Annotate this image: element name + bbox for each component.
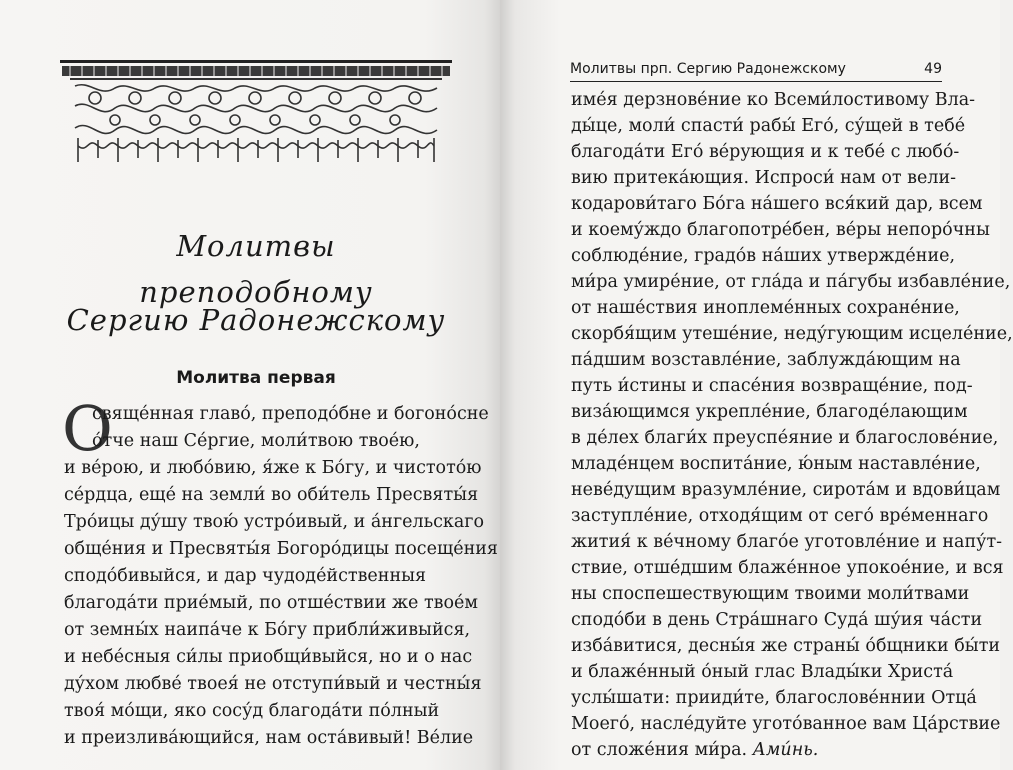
text-line: ды́це, моли́ спасти́ рабы́ Его́, су́щей в тебе́ — [571, 116, 966, 136]
text-line: ми́ра умире́ние, от гла́да и па́губы избавле́ние, — [571, 272, 1011, 292]
text-line: и блаже́нный о́ный глас Влады́ки Христа́ — [571, 662, 954, 682]
text-line: и преизлива́ющийся, нам оста́вивый! Ве́лие — [64, 728, 474, 748]
prayer-title-line-3: Сергию Радонежскому — [66, 303, 446, 337]
text-line: виза́ющимся укрепле́ние, благоде́лающим — [571, 402, 968, 422]
prayer-title-line-1: Молитвы — [176, 229, 336, 263]
text-line: благода́ти Его́ ве́рующия и к тебе́ с любо́- — [571, 142, 960, 162]
text-line: и ве́рою, и любо́вию, я́же к Бо́гу, и чистото́ю — [64, 458, 482, 478]
text-line-end: от сложе́ния ми́ра. — [571, 740, 748, 760]
page-number: 49 — [924, 61, 942, 77]
text-line: неве́дущим вразумле́ние, сирота́м и вдови́цам — [571, 480, 1001, 500]
prayer-subheading: Молитва первая — [176, 368, 336, 388]
text-line: и небе́сныя си́лы приобщи́выйся, но и о нас — [64, 647, 473, 667]
prayer-title-line-2: преподобному — [139, 275, 373, 309]
text-line: от наше́ствия иноплеме́нных сохране́ние, — [571, 298, 960, 318]
text-line: сподо́би в день Стра́шнаго Суда́ шу́ия ча́сти — [571, 610, 983, 630]
running-head-title: Молитвы прп. Сергию Радонежскому — [570, 61, 846, 77]
text-line: Тро́ицы ду́шу твою́ устро́ивый, и а́нгельскаго — [64, 512, 485, 532]
text-line: соблюде́ние, градо́в на́ших утвержде́ние, — [571, 246, 956, 266]
text-line: услы́шати: прииди́те, благослове́ннии Отца́ — [571, 688, 977, 708]
text-line: ны споспешествующим твоими моли́твами — [571, 584, 970, 604]
text-line: заступле́ние, отходя́щим от сего́ вре́меннаго — [571, 506, 989, 526]
text-line: твоя́ мо́щи, яко сосу́д благода́ти по́лный — [64, 701, 440, 721]
drop-cap: О — [62, 392, 113, 465]
text-line: свяще́нная главо́, преподо́бне и богоно́сне — [92, 404, 489, 424]
amen-word: Ами́нь. — [752, 740, 819, 760]
running-head — [570, 61, 942, 82]
text-line: от земны́х наипа́че к Бо́гу прибли́живыйся, — [64, 620, 471, 640]
text-line: Моего́, насле́дуйте угото́ванное вам Ца́рствие — [571, 714, 1001, 734]
text-line-last — [571, 737, 943, 763]
text-line: име́я дерзнове́ние ко Всеми́лостивому Вла- — [571, 90, 976, 110]
text-line: обще́ния и Пресвяты́я Богоро́дицы посеще́ния — [64, 539, 498, 559]
text-line: вию притека́ющия. Испроси́ нам от вели- — [571, 168, 957, 188]
text-line: па́дшим возставле́ние, заблужда́ющим на — [571, 350, 961, 370]
text-line: младе́нцем воспита́ние, ю́ным наставле́ние, — [571, 454, 981, 474]
text-line: изба́витися, десны́я же страны́ о́бщники бы́ти — [571, 636, 1001, 656]
ornamental-headpiece — [60, 58, 452, 168]
text-line: жития́ к ве́чному благо́е уготовле́ние и напу́т- — [571, 532, 1003, 552]
text-line: ду́хом любве́ твоея́ не отступи́вый и честны́я — [64, 674, 482, 694]
text-line: благода́ти прие́мый, по отше́ствии же твое́м — [64, 593, 479, 613]
text-line: сподо́бивыйся, и дар чудоде́йственныя — [64, 566, 427, 586]
text-line: скорбя́щим утеше́ние, неду́гующим исцеле́ние, — [571, 324, 1013, 344]
text-line: се́рдца, еще́ на земли́ во оби́тель Пресвяты́я — [64, 485, 479, 505]
text-line: путь и́стины и спасе́ния возвраще́ние, под- — [571, 376, 973, 396]
text-line: ствие, отше́дшим блаже́нное упокое́ние, и вся — [571, 558, 1004, 578]
text-line: о́тче наш Се́ргие, моли́твою твое́ю, — [92, 431, 420, 451]
text-line: в де́лех благи́х преуспе́яние и благослове́ние, — [571, 428, 999, 448]
text-line: кодарови́таго Бо́га на́шего вся́кий дар, всем — [571, 194, 983, 214]
text-line: и коему́ждо благопотре́бен, ве́ры непоро́чны — [571, 220, 990, 240]
left-page — [0, 0, 500, 770]
